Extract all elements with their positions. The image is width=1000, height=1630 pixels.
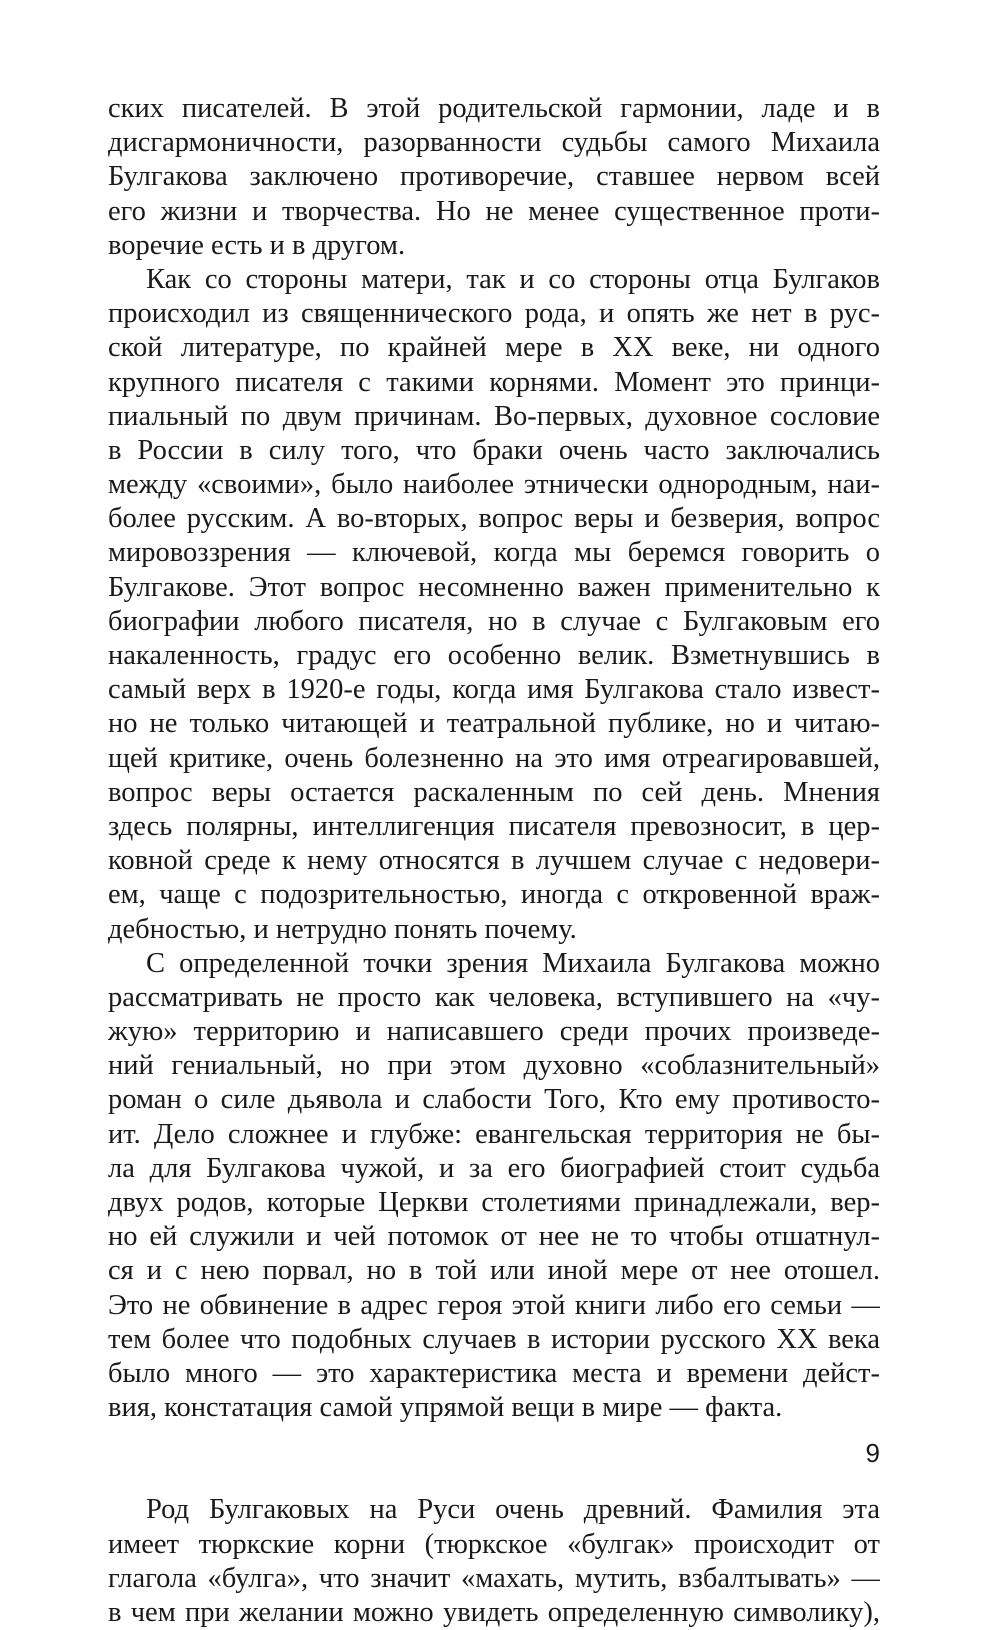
- text-line: С определенной точки зрения Михаила Булгакова можно: [146, 947, 880, 979]
- text-line: пиальный по двум причинам. Во-первых, духовное сословие: [108, 400, 880, 432]
- text-line: его жизни и творчества. Но не менее существенное проти-: [108, 195, 880, 227]
- text-line: в России в силу того, что браки очень часто заключались: [108, 434, 880, 466]
- text-line: ит. Дело сложнее и глубже: евангельская территория не бы-: [108, 1118, 880, 1150]
- text-line: ний гениальный, но при этом духовно «соблазнительный»: [108, 1050, 880, 1082]
- text-line: щей критике, очень болезненно на это имя отреагировавшей,: [108, 742, 880, 774]
- page-body: [108, 92, 880, 1630]
- text-line: было много — это характеристика места и времени дейст-: [108, 1357, 880, 1389]
- page-number: 9: [865, 1438, 880, 1468]
- section-break: [108, 1425, 880, 1493]
- text-line: тем более что подобных случаев в истории русского XX века: [108, 1323, 880, 1355]
- text-line: мировоззрения — ключевой, когда мы беремся говорить о: [108, 537, 880, 569]
- text-line: между «своими», было наиболее этнически однородным, наи-: [108, 469, 880, 501]
- text-line: глагола «булга», что значит «махать, мутить, взбалтывать» —: [108, 1562, 880, 1594]
- text-line: вопрос веры остается раскаленным по сей день. Мнения: [108, 776, 880, 808]
- text-line: ем, чаще с подозрительностью, иногда с откровенной враж-: [108, 879, 880, 911]
- text-line: Как со стороны матери, так и со стороны отца Булгаков: [146, 263, 880, 295]
- paragraph-1: [108, 92, 880, 263]
- text-line: самый верх в 1920-е годы, когда имя Булгакова стало извест-: [108, 674, 880, 706]
- paragraph-3: [108, 947, 880, 1426]
- text-line: биографии любого писателя, но в случае с Булгаковым его: [108, 605, 880, 637]
- text-line: накаленность, градус его особенно велик. Взметнувшись в: [108, 640, 880, 671]
- text-line: жую» территорию и написавшего среди прочих произведе-: [108, 1016, 880, 1048]
- text-line: дисгармоничности, разорванности судьбы самого Михаила: [108, 127, 880, 159]
- paragraph-2: [108, 263, 880, 947]
- text-line: в чем при желании можно увидеть определенную символику),: [108, 1596, 880, 1628]
- text-line: крупного писателя с такими корнями. Момент это принци-: [108, 366, 880, 398]
- text-line: происходил из священнического рода, и опять же нет в рус-: [108, 298, 880, 330]
- text-line: ла для Булгакова чужой, и за его биографией стоит судьба: [108, 1152, 880, 1184]
- text-line: Булгакове. Этот вопрос несомненно важен применительно к: [108, 571, 880, 603]
- paragraph-4: [108, 1493, 880, 1630]
- text-line: Род Булгаковых на Руси очень древний. Фамилия эта: [146, 1494, 880, 1526]
- text-line: двух родов, которые Церкви столетиями принадлежали, вер-: [108, 1187, 880, 1218]
- text-line: дебностью, и нетрудно понять почему.: [108, 913, 577, 945]
- text-line: вия, констатация самой упрямой вещи в мире — факта.: [108, 1392, 783, 1424]
- text-line: имеет тюркские корни (тюркское «булгак» происходит от: [108, 1528, 880, 1560]
- text-line: но ей служили и чей потомок от нее не то чтобы отшатнул-: [108, 1221, 880, 1253]
- text-line: более русским. А во-вторых, вопрос веры и безверия, вопрос: [108, 503, 880, 535]
- text-line: но не только читающей и театральной публике, но и читаю-: [108, 708, 880, 740]
- text-line: Булгакова заключено противоречие, ставшее нервом всей: [108, 161, 880, 193]
- text-line: роман о силе дьявола и слабости Того, Кто ему противосто-: [108, 1084, 880, 1116]
- text-line: ковной среде к нему относятся в лучшем случае с недовери-: [108, 845, 880, 877]
- text-line: ских писателей. В этой родительской гармонии, ладе и в: [108, 93, 880, 124]
- text-line: ся и с нею порвал, но в той или иной мере от нее отошел.: [108, 1255, 880, 1287]
- text-line: ской литературе, по крайней мере в XX веке, ни одного: [108, 332, 880, 364]
- text-line: здесь полярны, интеллигенция писателя превозносит, в цер-: [108, 810, 880, 842]
- text-line: Это не обвинение в адрес героя этой книги либо его семьи —: [108, 1289, 880, 1321]
- text-line: воречие есть и в другом.: [108, 229, 406, 261]
- text-line: рассматривать не просто как человека, вступившего на «чу-: [108, 981, 880, 1013]
